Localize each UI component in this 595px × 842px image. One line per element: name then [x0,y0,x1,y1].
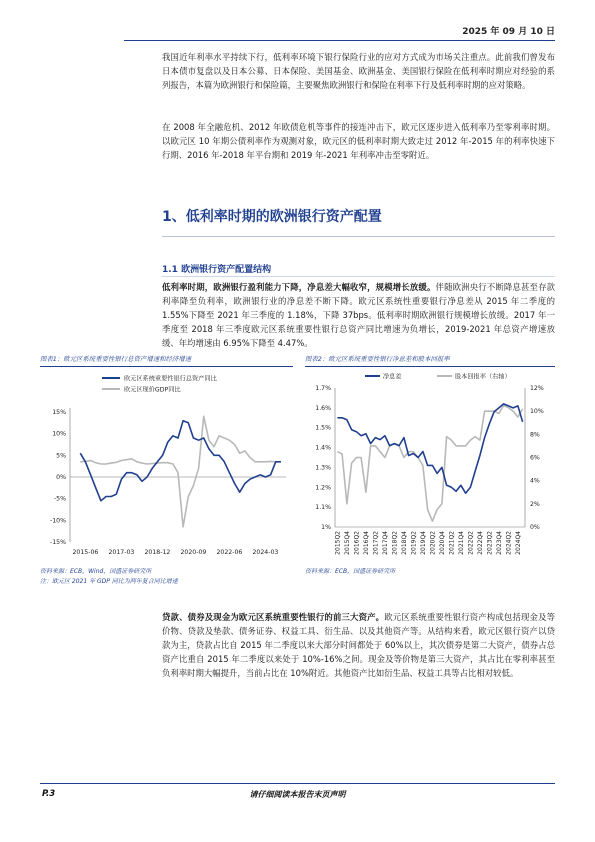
legend-label: 净息差 [383,373,402,381]
x-tick-label: 2024-03 [252,549,279,556]
x-tick-label: 2015-06 [72,549,99,556]
figure1-chart [40,368,295,560]
y-left-tick-label: 1% [321,524,331,531]
x-tick-label: 2018Q2 [391,531,399,555]
x-tick-label: 2022Q2 [467,531,475,555]
legend-label: 股本回报率（右轴） [455,373,511,381]
x-tick-label: 2015Q4 [343,531,351,555]
series-nim-line [337,404,522,493]
x-tick-label: 2023Q4 [495,531,503,555]
header-divider [124,40,555,41]
x-tick-label: 2022-06 [216,549,243,556]
series-total-assets-line [80,421,281,501]
x-tick-label: 2018Q4 [400,531,408,555]
x-tick-label: 2021Q4 [457,531,465,555]
y-tick-label: 5% [56,452,66,460]
subsection-paragraph [162,280,555,350]
x-tick-label: 2023Q2 [486,531,494,555]
y-right-tick-label: 12% [530,385,544,392]
page-number: P.3 [42,789,56,799]
y-right-tick-label: 0% [530,524,540,531]
figure1-source: 资料来源：ECB，Wind，国盛证券研究所 [40,568,152,575]
x-tick-label: 2017-03 [108,549,135,556]
x-tick-label: 2024Q2 [505,531,513,555]
figure1-note: 注：欧元区 2021 年 GDP 同比为两年复合同比增速 [40,578,178,585]
x-tick-label: 2016Q4 [362,531,370,555]
figure2-caption: 图表2：欧元区系统重要性银行净息差和股本回报率 [305,355,450,363]
x-tick-label: 2020-09 [180,549,207,556]
x-tick-label: 2020Q4 [438,531,446,555]
paragraph2-body: 欧元区系统重要性银行资产构成包括现金及等价物、贷款及垫款、债务证券、权益工具、衍生品、以及其他资产等。从结构来看，欧元区银行资产以贷款为主，贷款占比自 2015 年二季度以来大部分时间都处于 60%以上，其次债券是第二大资产，债券占总资产比重自 2015 年二季度以来处于 10%-16%之间。现金及等价物是第三大资产，其占比在零利率甚至负利率时期大幅提升，当前占比在 10%附近。其他资产比如衍生品、权益工具等占比相对较低。 [162,612,556,679]
x-tick-label: 2019Q2 [410,531,418,555]
y-left-tick-label: 1.2% [315,484,331,492]
x-tick-label: 2021Q2 [448,531,456,555]
figure1-rule [40,366,293,367]
figure1-caption: 图表1：欧元区系统重要性银行总资产增速和经济增速 [40,355,192,363]
footer-divider [40,783,555,784]
legend-label: 欧元区现价GDP同比 [124,386,181,394]
paragraph-body: 伴随欧洲央行不断降息甚至存款利率降至负利率，欧洲银行业的净息差不断下降。欧元区系统性重要银行净息差从 2015 年二季度的 1.55%下降至 2021 年三季度的 1.18%，下降 37bps。低利率时期欧洲银行规模增长放缓。2017 年一季度至 2018 年三季度欧元区系统重要性银行总资产同比增速为负增长，2019-2021 年总资产增速放缓、年均增速由 6.95%下降至 4.47%。 [162,282,556,349]
paragraph2-lead: 贷款、债券及现金为欧元区系统重要性银行的前三大资产。 [162,612,385,622]
figure2-source: 资料来源：ECB，国盛证券研究所 [305,568,396,575]
x-tick-label: 2016Q2 [353,531,361,555]
paragraph-lead: 低利率时期，欧洲银行盈利能力下降，净息差大幅收窄，规模增长放缓。 [162,282,436,292]
y-left-tick-label: 1.3% [315,464,331,472]
y-tick-label: 15% [52,409,66,416]
y-tick-label: -5% [53,495,66,503]
series-gdp-line [80,416,281,527]
section-divider [162,236,555,237]
report-date: 2025 年 09 月 10 日 [462,27,555,37]
y-tick-label: -15% [50,539,66,546]
figure2-rule [305,366,555,367]
x-tick-label: 2024Q4 [514,531,522,555]
x-tick-label: 2022Q4 [476,531,484,555]
x-tick-label: 2019Q4 [419,531,427,555]
y-tick-label: 0% [56,474,66,481]
section-title: 1、低利率时期的欧洲银行资产配置 [162,209,382,225]
body-paragraph-2 [162,610,555,680]
series-roe-line [337,405,522,521]
y-right-tick-label: 6% [530,454,540,462]
y-right-tick-label: 4% [530,477,540,485]
legend-label: 欧元区系统重要性银行总资产同比 [124,375,217,383]
x-tick-label: 2017Q2 [372,531,380,555]
x-tick-label: 2015Q2 [334,531,342,555]
y-left-tick-label: 1.7% [315,385,331,392]
x-tick-label: 2017Q4 [381,531,389,555]
y-tick-label: 10% [52,430,66,438]
x-tick-label: 2018-12 [144,549,171,556]
y-left-tick-label: 1.5% [315,424,331,432]
x-tick-label: 2020Q2 [429,531,437,555]
footer-disclaimer: 请仔细阅读本报告末页声明 [249,790,346,799]
intro-paragraph-2: 在 2008 年全融危机、2012 年欧债危机等事件的接连冲击下，欧元区逐步进入低利率乃至零利率时期。以欧元区 10 年期公债利率作为观测对象，欧元区的低利率时期大致走过 2012 年-2015 年的利率快速下行期、2016 年-2018 年平台期和 2019 年-2021 年利率冲击至零附近。 [162,122,555,161]
subsection-title: 1.1 欧洲银行资产配置结构 [162,265,272,275]
y-tick-label: -10% [50,517,66,525]
intro-paragraph-1: 我国近年利率水平持续下行，低利率环境下银行保险行业的应对方式成为市场关注重点。此前我们曾发布日本债市复盘以及日本公募、日本保险、美国基金、欧洲基金、美国银行保险在低利率时期应对经验的系列报告，本篇为欧洲银行和保险篇，主要聚焦欧洲银行和保险在利率下行及低利率时期的应对策略。 [162,52,555,91]
y-left-tick-label: 1.4% [315,444,331,452]
y-right-tick-label: 8% [530,431,540,439]
y-right-tick-label: 2% [530,500,540,508]
subsection-divider [162,276,555,277]
figure2-chart [305,368,557,564]
y-right-tick-label: 10% [530,408,544,416]
y-left-tick-label: 1.6% [315,404,331,412]
y-left-tick-label: 1.1% [315,504,331,512]
